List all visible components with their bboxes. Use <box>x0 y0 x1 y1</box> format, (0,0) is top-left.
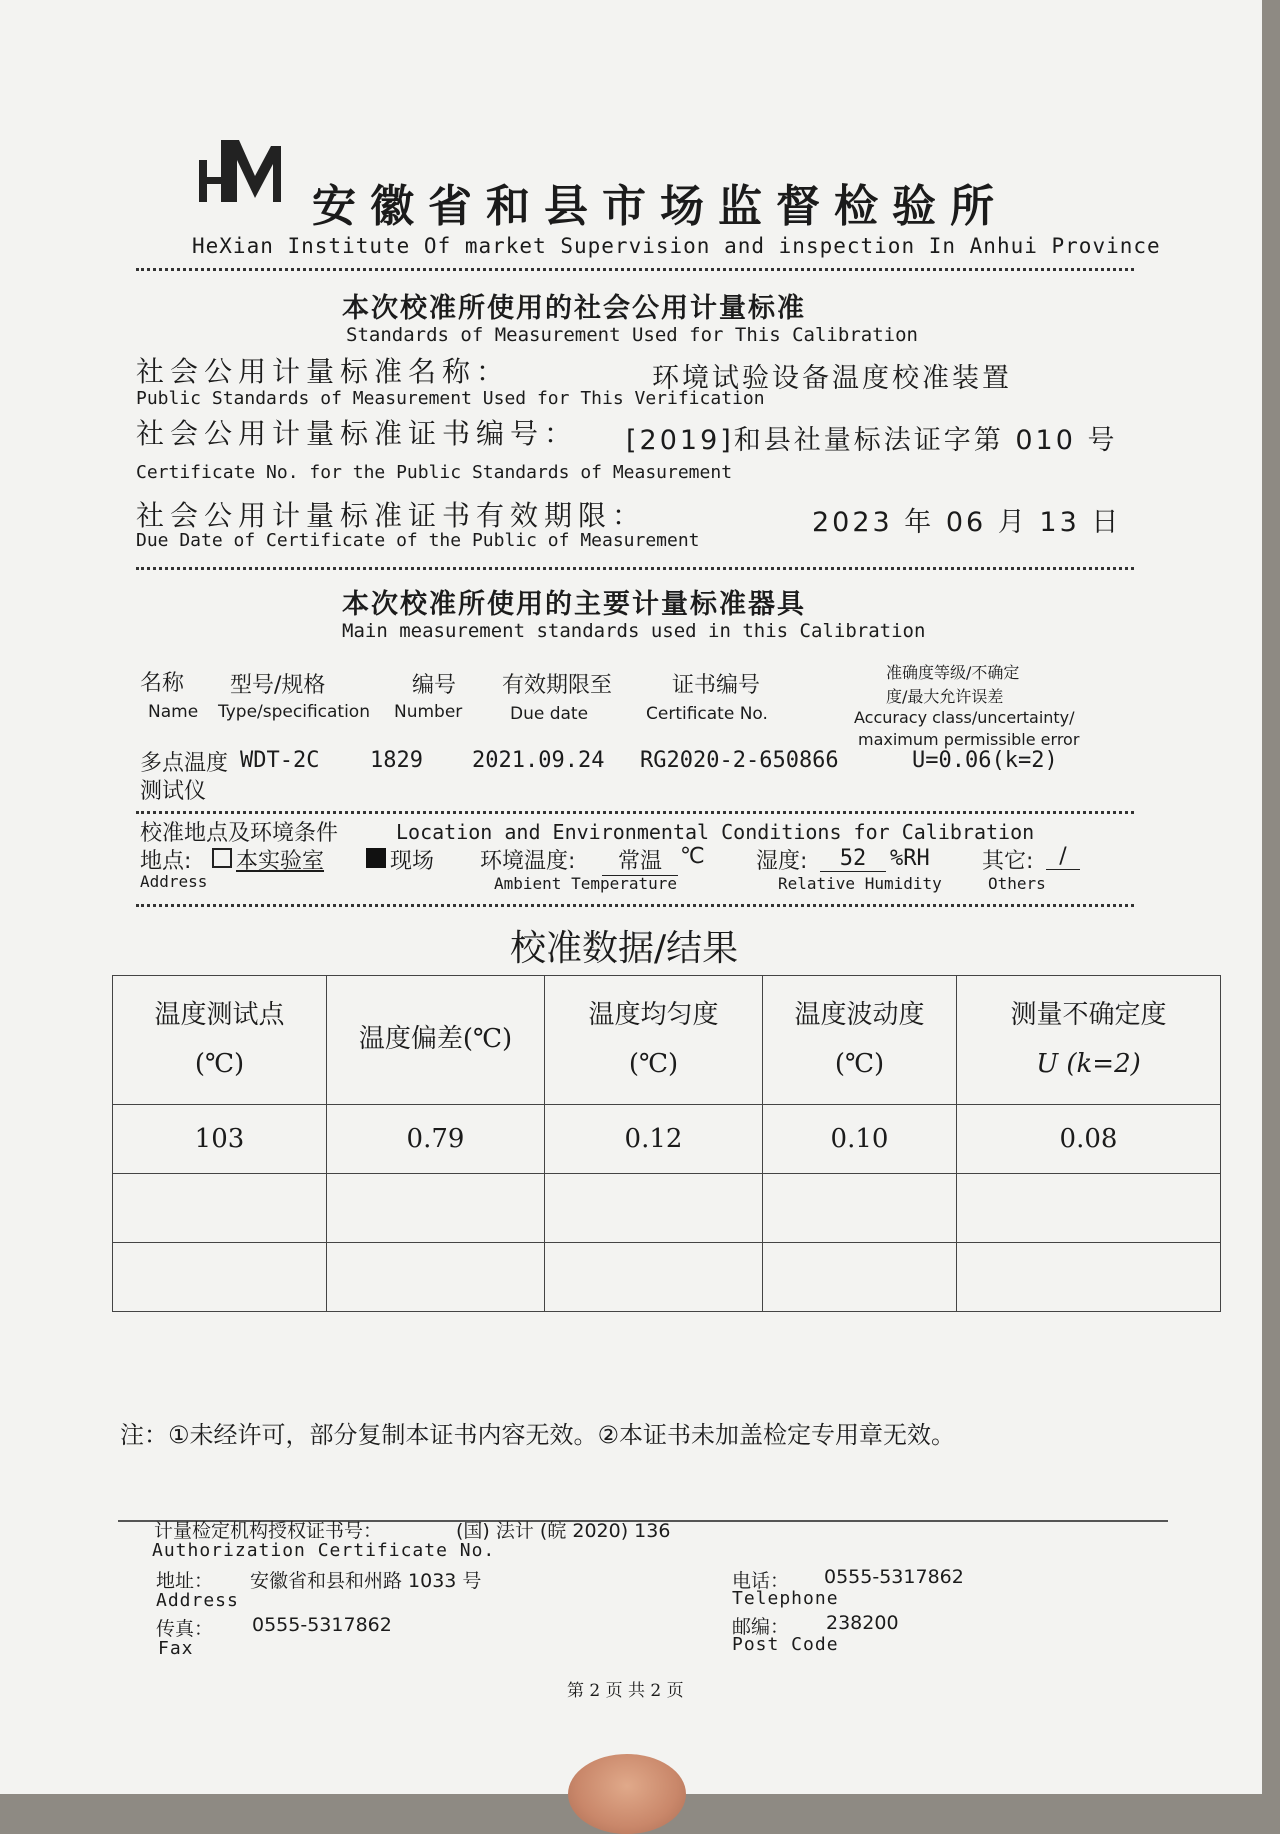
divider <box>136 268 1134 271</box>
column-type-cn: 型号/规格 <box>230 673 326 698</box>
table-cell: 0.79 <box>327 1105 545 1174</box>
section3-title-en: Location and Environmental Conditions for Calibration <box>396 820 1035 844</box>
instrument-due-date: 2021.09.24 <box>472 748 605 773</box>
column-due-en: Due date <box>510 704 589 724</box>
column-cert-cn: 证书编号 <box>672 673 761 698</box>
humidity-value: 52 <box>820 846 886 872</box>
column-accuracy-en-1: Accuracy class/uncertainty/ <box>854 708 1075 727</box>
institute-name-cn: 安徽省和县市场监督检验所 <box>312 181 1008 232</box>
site-checkbox[interactable] <box>366 848 386 868</box>
ambient-temp-label: 环境温度: <box>480 849 576 874</box>
divider <box>136 904 1134 907</box>
standard-name-label: 社会公用计量标准名称： <box>136 355 511 388</box>
column-accuracy-cn-1: 准确度等级/不确定 <box>886 663 1020 682</box>
humidity-label: 湿度: <box>756 849 808 874</box>
results-table <box>112 975 1221 1312</box>
table-cell <box>957 1243 1221 1312</box>
fax-label-en: Fax <box>158 1638 194 1659</box>
validity-note: 注：①未经许可，部分复制本证书内容无效。②本证书未加盖检定专用章无效。 <box>120 1421 956 1449</box>
table-cell: 0.10 <box>763 1105 957 1174</box>
table-cell <box>113 1243 327 1312</box>
phone-label-en: Telephone <box>732 1588 839 1609</box>
fingertip <box>568 1754 686 1834</box>
table-cell <box>763 1174 957 1243</box>
certificate-number-label-en: Certificate No. for the Public Standards of Measurement <box>136 462 733 483</box>
column-cert-en: Certificate No. <box>646 704 768 724</box>
standard-name-value: 环境试验设备温度校准装置 <box>652 363 1012 394</box>
standard-name-label-en: Public Standards of Measurement Used for This Verification <box>136 388 765 409</box>
header-uncertainty-l1: 测量不确定度 <box>1010 999 1167 1030</box>
certificate-number-label: 社会公用计量标准证书编号： <box>136 417 579 450</box>
section2-title-cn: 本次校准所使用的主要计量标准器具 <box>342 589 806 620</box>
auth-label-en: Authorization Certificate No. <box>152 1540 496 1561</box>
header-deviation <box>327 976 545 1105</box>
table-cell <box>545 1174 763 1243</box>
table-cell: 0.08 <box>957 1105 1221 1174</box>
others-label-en: Others <box>988 874 1046 893</box>
address-footer-value: 安徽省和县和州路 1033 号 <box>250 1570 482 1592</box>
institute-logo <box>195 132 285 212</box>
results-header-row <box>113 976 1221 1105</box>
section2-title-en: Main measurement standards used in this Calibration <box>342 620 926 642</box>
postcode-value: 238200 <box>826 1612 899 1634</box>
table-cell <box>763 1243 957 1312</box>
instrument-name-2: 测试仪 <box>140 779 207 804</box>
certificate-number-value: [2019]和县社量标法证字第 010 号 <box>626 425 1118 456</box>
auth-label: 计量检定机构授权证书号： <box>154 1520 383 1542</box>
instrument-name-1: 多点温度 <box>140 751 229 776</box>
fax-label: 传真： <box>156 1618 214 1640</box>
divider <box>136 567 1134 570</box>
others-label: 其它: <box>982 849 1034 874</box>
instrument-accuracy: U=0.06(k=2) <box>912 748 1058 773</box>
instrument-cert-number: RG2020-2-650866 <box>640 748 839 773</box>
due-date-value: 2023 年 06 月 13 日 <box>812 507 1122 538</box>
header-fluctuation-l1: 温度波动度 <box>794 999 925 1030</box>
due-date-label: 社会公用计量标准证书有效期限： <box>136 499 647 532</box>
auth-value: (国) 法计 (皖 2020) 136 <box>456 1520 671 1542</box>
section3-title-cn: 校准地点及环境条件 <box>140 821 339 846</box>
header-uncertainty <box>957 976 1221 1105</box>
header-deviation-l1: 温度偏差(℃) <box>358 1024 513 1055</box>
lab-checkbox[interactable] <box>212 848 232 868</box>
phone-value: 0555-5317862 <box>824 1566 964 1588</box>
table-row <box>113 1105 1221 1174</box>
column-accuracy-cn-2: 度/最大允许误差 <box>886 687 1004 706</box>
option-lab: 本实验室 <box>236 849 325 874</box>
table-cell: 103 <box>113 1105 327 1174</box>
humidity-unit: %RH <box>890 846 930 871</box>
instrument-type: WDT-2C <box>240 748 320 773</box>
address-label: 地点: <box>140 849 192 874</box>
table-row <box>113 1243 1221 1312</box>
fax-value: 0555-5317862 <box>252 1614 392 1636</box>
section1-title-cn: 本次校准所使用的社会公用计量标准 <box>342 293 806 324</box>
header-uniformity-l1: 温度均匀度 <box>588 999 719 1030</box>
column-type-en: Type/specification <box>218 702 370 722</box>
column-number-cn: 编号 <box>412 673 457 698</box>
table-cell <box>327 1174 545 1243</box>
institute-name-en: HeXian Institute Of market Supervision and inspection In Anhui Province <box>192 234 1161 258</box>
header-uncertainty-l2: U (k=2) <box>1036 1049 1141 1079</box>
address-footer-label-en: Address <box>156 1590 239 1611</box>
table-row <box>113 1174 1221 1243</box>
header-test-point-l1: 温度测试点 <box>154 999 285 1030</box>
address-footer-label: 地址： <box>156 1570 214 1592</box>
header-uniformity-l2: (℃) <box>628 1049 679 1079</box>
ambient-temp-value: 常温 <box>602 844 678 876</box>
column-name-cn: 名称 <box>140 671 185 696</box>
section1-title-en: Standards of Measurement Used for This Calibration <box>346 324 918 346</box>
header-uniformity <box>545 976 763 1105</box>
postcode-label: 邮编： <box>732 1616 790 1638</box>
header-test-point-l2: (℃) <box>194 1049 245 1079</box>
instrument-number: 1829 <box>370 748 423 773</box>
postcode-label-en: Post Code <box>732 1634 839 1655</box>
page-number: 第 2 页 共 2 页 <box>567 1681 684 1701</box>
table-cell <box>545 1243 763 1312</box>
header-fluctuation <box>763 976 957 1105</box>
table-cell <box>327 1243 545 1312</box>
column-name-en: Name <box>148 702 199 722</box>
column-accuracy-en-2: maximum permissible error <box>858 730 1080 749</box>
option-site: 现场 <box>390 849 435 874</box>
phone-label: 电话： <box>732 1570 790 1592</box>
table-cell: 0.12 <box>545 1105 763 1174</box>
column-number-en: Number <box>394 702 463 722</box>
ambient-temp-unit: ℃ <box>680 844 705 869</box>
table-cell <box>113 1174 327 1243</box>
header-test-point <box>113 976 327 1105</box>
ambient-temp-label-en: Ambient Temperature <box>494 874 678 893</box>
due-date-label-en: Due Date of Certificate of the Public of Measurement <box>136 530 700 551</box>
address-label-en: Address <box>140 872 208 891</box>
humidity-label-en: Relative Humidity <box>778 874 942 893</box>
table-cell <box>957 1174 1221 1243</box>
results-title: 校准数据/结果 <box>510 928 739 969</box>
others-value: / <box>1046 844 1080 870</box>
column-due-cn: 有效期限至 <box>502 673 613 698</box>
header-fluctuation-l2: (℃) <box>834 1049 885 1079</box>
divider <box>136 811 1134 814</box>
